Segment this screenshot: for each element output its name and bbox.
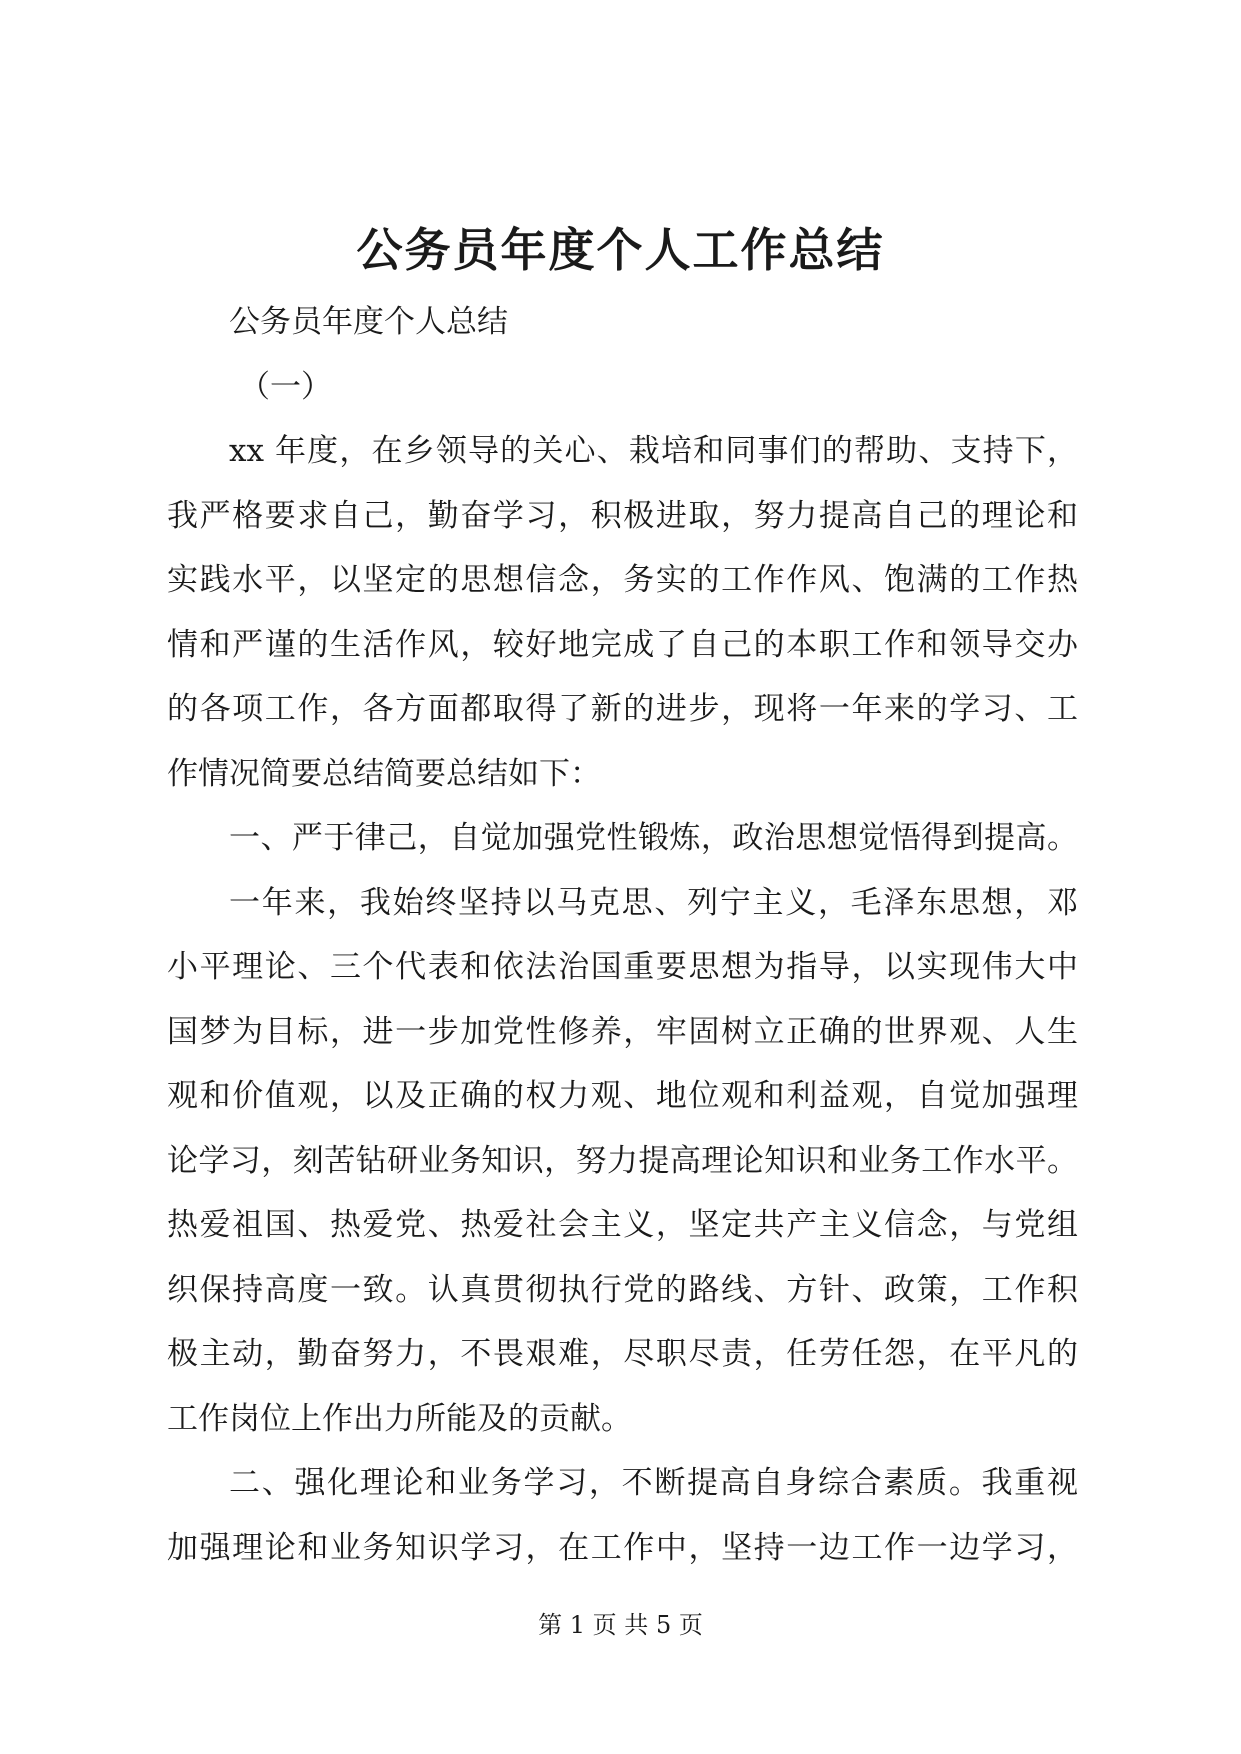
paragraph-line: 国梦为目标，进一步加党性修养，牢固树立正确的世界观、人生	[167, 1013, 1078, 1050]
paragraph-line: 作情况简要总结简要总结如下：	[167, 755, 601, 792]
heading-line: 二、强化理论和业务学习，不断提高自身综合素质。我重视	[229, 1465, 1078, 1501]
paragraph-line: 论学习，刻苦钻研业务知识，努力提高理论知识和业务工作水平。	[167, 1142, 1078, 1179]
paragraph-line: 工作岗位上作出力所能及的贡献。	[167, 1400, 632, 1437]
page-indicator: 第 1 页 共 5 页	[538, 1611, 703, 1639]
paragraph-line: 观和价值观，以及正确的权力观、地位观和利益观，自觉加强理	[167, 1078, 1078, 1114]
paragraph-line: 织保持高度一致。认真贯彻执行党的路线、方针、政策，工作积	[167, 1271, 1078, 1308]
subtitle-line: 公务员年度个人总结	[229, 304, 508, 340]
paragraph-line: 的各项工作，各方面都取得了新的进步，现将一年来的学习、工	[167, 691, 1078, 727]
section-number-line: （一）	[239, 368, 332, 405]
paragraph-line: 我严格要求自己，勤奋学习，积极进取，努力提高自己的理论和	[167, 497, 1078, 534]
paragraph-line: 极主动，勤奋努力，不畏艰难，尽职尽责，任劳任怨，在平凡的	[167, 1336, 1078, 1372]
paragraph-line: 加强理论和业务知识学习，在工作中，坚持一边工作一边学习，	[167, 1529, 1078, 1566]
paragraph-line: 热爱祖国、热爱党、热爱社会主义，坚定共产主义信念，与党组	[167, 1207, 1078, 1243]
paragraph-line: 实践水平，以坚定的思想信念，务实的工作作风、饱满的工作热	[167, 562, 1078, 598]
paragraph-line: 一年来，我始终坚持以马克思、列宁主义，毛泽东思想，邓	[229, 884, 1078, 921]
paragraph-line: xx 年度，在乡领导的关心、栽培和同事们的帮助、支持下，	[229, 433, 1078, 469]
heading-line: 一、严于律己，自觉加强党性锻炼，政治思想觉悟得到提高。	[229, 820, 1078, 856]
paragraph-line: 小平理论、三个代表和依法治国重要思想为指导，以实现伟大中	[167, 949, 1078, 985]
paragraph-line: 情和严谨的生活作风，较好地完成了自己的本职工作和领导交办	[167, 626, 1078, 663]
document-body	[167, 290, 1078, 1580]
document-title: 公务员年度个人工作总结	[356, 223, 885, 277]
